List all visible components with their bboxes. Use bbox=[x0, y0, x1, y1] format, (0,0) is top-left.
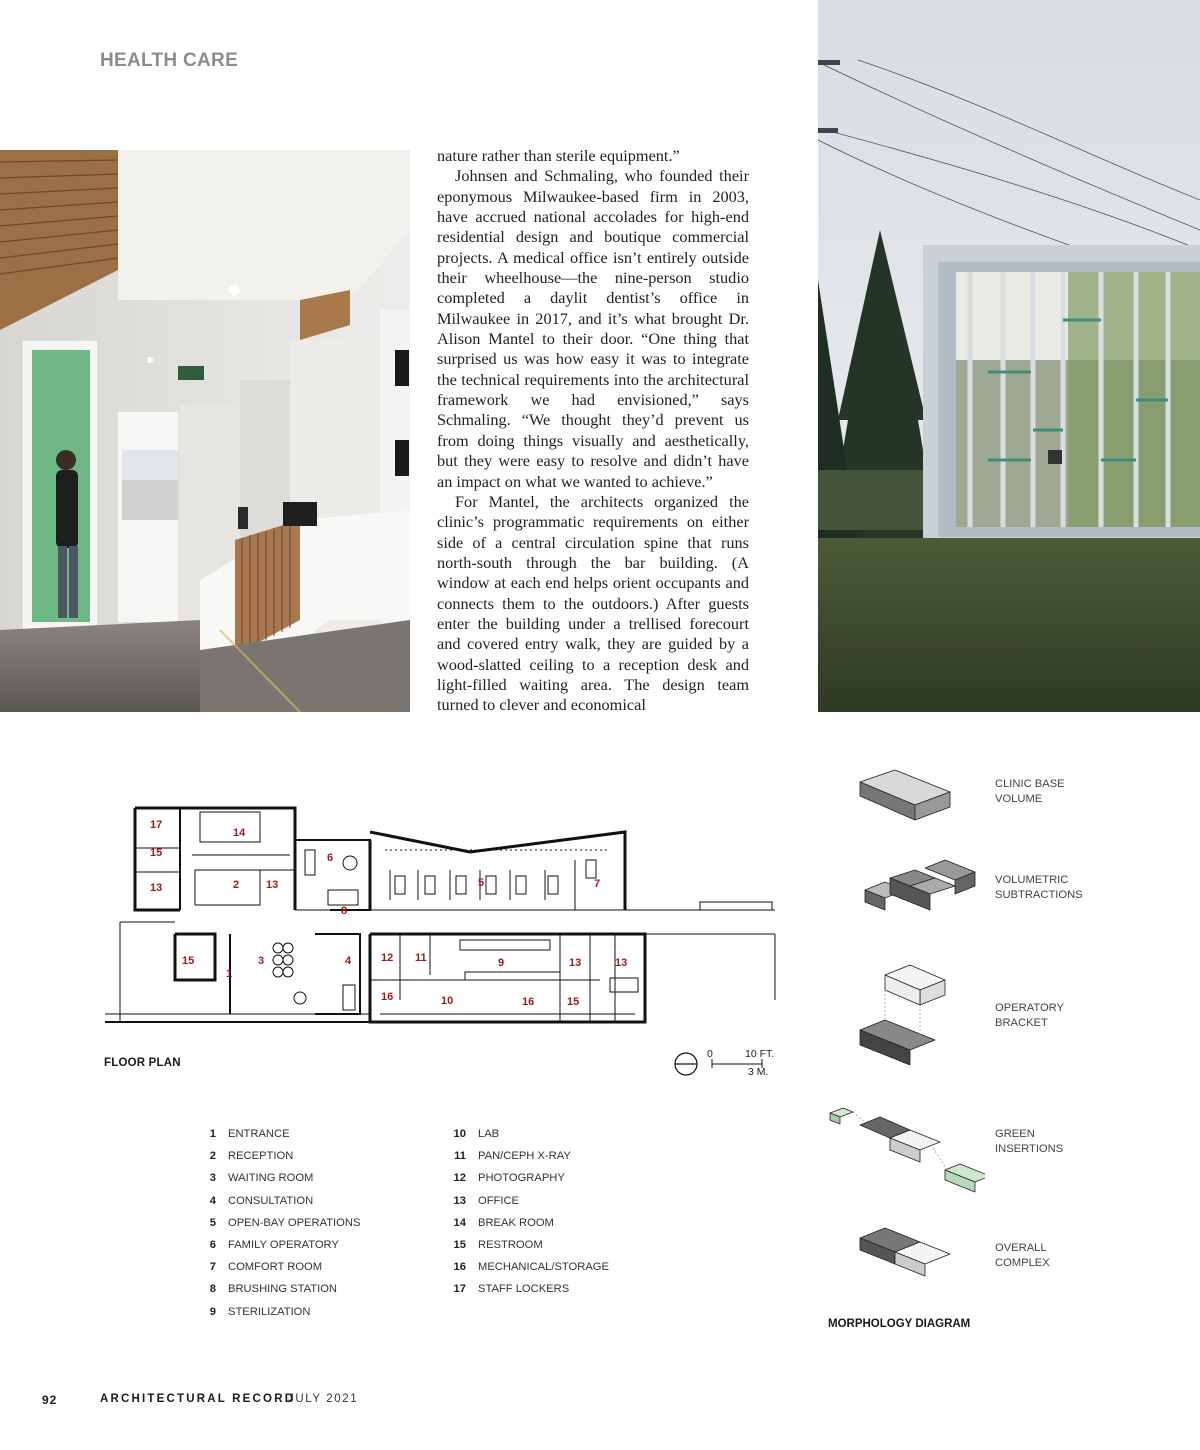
room-number: 8 bbox=[341, 905, 348, 917]
room-number: 16 bbox=[522, 996, 535, 1008]
room-number: 17 bbox=[150, 819, 163, 831]
floor-plan-drawing bbox=[100, 800, 780, 1030]
room-number: 15 bbox=[567, 996, 580, 1008]
room-number: 13 bbox=[615, 957, 628, 969]
room-number: 11 bbox=[415, 952, 427, 964]
floor-plan-caption: FLOOR PLAN bbox=[104, 1057, 181, 1069]
room-number: 1 bbox=[226, 968, 233, 980]
floor-plan-legend bbox=[196, 1128, 360, 1328]
legend-item: 13 OFFICE bbox=[453, 1194, 520, 1207]
morph-step-label: OPERATORY BRACKET bbox=[995, 1002, 1065, 1029]
legend-item: 12 PHOTOGRAPHY bbox=[453, 1172, 565, 1185]
article-body bbox=[437, 146, 749, 716]
article-paragraph: For Mantel, the architects organized the clinic’s programmatic requirements on either side of a central circulation spine that runs north-south through the bar building. (A window at each end helps orient occupants and connects them to the outdoors.) After guests enter the building under a trellised forecourt and covered entry walk, they are guided by a wood-slatted ceiling to a reception desk and light-filled waiting area. The design team turned to clever and economical bbox=[437, 491, 749, 715]
legend-item: 2 RECEPTION bbox=[209, 1150, 294, 1163]
morphology-diagram bbox=[825, 760, 985, 1290]
article-paragraph: nature rather than sterile equipment.” bbox=[437, 146, 680, 165]
room-number: 10 bbox=[441, 995, 454, 1007]
legend-item: 11 PAN/CEPH X-RAY bbox=[454, 1150, 571, 1163]
legend-item: 5 OPEN-BAY OPERATIONS bbox=[209, 1216, 361, 1229]
legend-item: 4 CONSULTATION bbox=[209, 1194, 314, 1207]
morph-step-label: OVERALL COMPLEX bbox=[995, 1242, 1050, 1269]
room-number: 12 bbox=[381, 952, 394, 964]
morph-step-label: CLINIC BASE VOLUME bbox=[995, 778, 1065, 805]
legend-item: 8 BRUSHING STATION bbox=[209, 1283, 337, 1296]
legend-item: 14 BREAK ROOM bbox=[453, 1216, 554, 1229]
room-number: 13 bbox=[266, 879, 279, 891]
interior-photo bbox=[0, 150, 410, 712]
exterior-photo bbox=[818, 0, 1200, 712]
room-number: 9 bbox=[498, 957, 505, 969]
morph-step-label: GREEN INSERTIONS bbox=[995, 1128, 1064, 1155]
article-paragraph: Johnsen and Schmaling, who founded their eponymous Milwaukee-based firm in 2003, have accrued national accolades for high-end residential design and boutique commercial projects. A medical office isn’t entirely outside their wheelhouse—the nine-person studio completed a daylit dentist’s office in Milwaukee in 2017, and it’s what brought Dr. Alison Mantel to their door. “One thing that surprised us was how easy it was to integrate the technical requirements into the architectural framework we had envisioned,” says Schmaling. “We thought they’d prevent us from doing things visually and aesthetically, but they were easy to resolve and didn’t have an impact on what we wanted to achieve.” bbox=[437, 166, 749, 491]
section-label: HEALTH CARE bbox=[100, 50, 239, 71]
room-number: 13 bbox=[150, 882, 163, 894]
room-number: 15 bbox=[150, 847, 163, 859]
scale-zero: 0 bbox=[707, 1048, 713, 1060]
legend-item: 9 STERILIZATION bbox=[209, 1305, 311, 1318]
room-number: 16 bbox=[381, 991, 394, 1003]
legend-item: 7 COMFORT ROOM bbox=[209, 1261, 323, 1274]
legend-item: 1 ENTRANCE bbox=[209, 1128, 290, 1140]
floor-plan-legend bbox=[442, 1128, 609, 1306]
room-number: 7 bbox=[594, 878, 601, 890]
morphology-caption: MORPHOLOGY DIAGRAM bbox=[828, 1318, 971, 1330]
room-number: 2 bbox=[233, 879, 240, 891]
legend-item: 6 FAMILY OPERATORY bbox=[209, 1238, 339, 1251]
room-number: 3 bbox=[258, 955, 265, 967]
room-number: 14 bbox=[233, 827, 246, 839]
page-number: 92 bbox=[42, 1393, 58, 1407]
room-number: 13 bbox=[569, 957, 582, 969]
room-number: 4 bbox=[345, 955, 352, 967]
morph-step-label: VOLUMETRIC SUBTRACTIONS bbox=[995, 874, 1083, 901]
scale-bar bbox=[672, 1046, 782, 1082]
room-number: 15 bbox=[182, 955, 195, 967]
legend-item: 15 RESTROOM bbox=[453, 1238, 543, 1251]
legend-item: 16 MECHANICAL/STORAGE bbox=[453, 1261, 609, 1274]
legend-item: 10 LAB bbox=[453, 1128, 500, 1140]
publication-name: ARCHITECTURAL RECORD bbox=[100, 1393, 296, 1405]
legend-item: 3 WAITING ROOM bbox=[209, 1172, 314, 1185]
scale-meters: 3 M. bbox=[748, 1066, 769, 1078]
legend-item: 17 STAFF LOCKERS bbox=[453, 1283, 570, 1296]
scale-feet: 10 FT. bbox=[745, 1048, 775, 1060]
issue-date: JULY 2021 bbox=[288, 1393, 359, 1405]
room-number: 6 bbox=[327, 852, 334, 864]
room-number: 5 bbox=[478, 877, 485, 889]
